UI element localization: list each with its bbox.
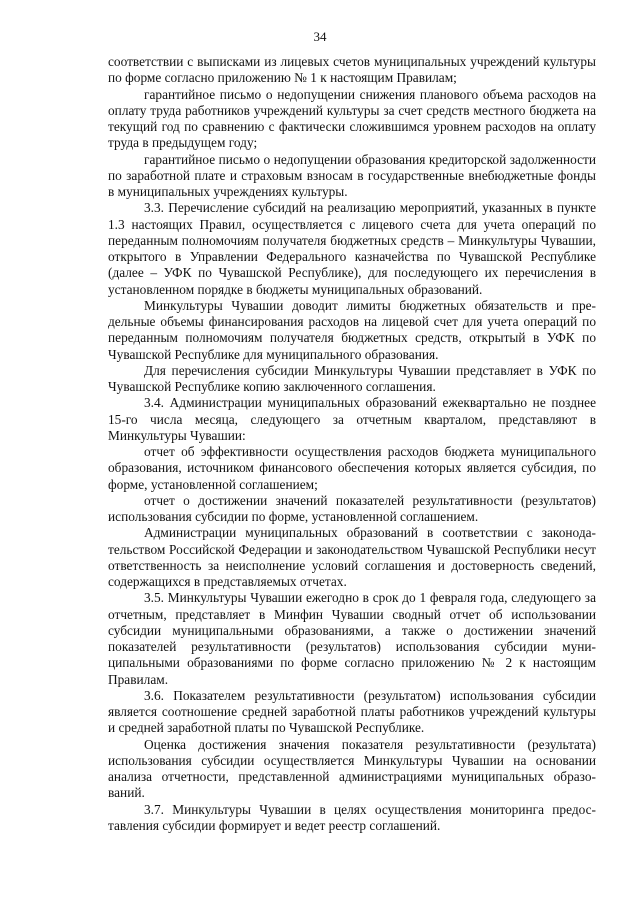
paragraph-guarantee-letter-salary: гарантийное письмо о недопущении снижения планового объема расходов на оплату труда работников учреждений культуры за счет средств местного бюджета на текущий год по сравнению с фактически сложившимся уровнем расходов на оплату труда в предыдущем году; — [108, 86, 596, 151]
page-body — [108, 54, 596, 834]
paragraph-3-6: 3.6. Показателем результативности (результатом) использования субсидии является соотношение средней заработной платы работников учреждений культуры и средней заработной платы по Чувашской Республике. — [108, 687, 596, 736]
paragraph-responsibility: Администрации муниципальных образований в соответствии с законодательством Российской Федерации и законодательством Чувашской Республики несут ответственность за неисполнение условий соглашения и достоверность сведений, содержащихся в представляемых отчетах. — [108, 525, 596, 589]
paragraph-assessment: Оценка достижения значения показателя результативности (результата) использования субсидии осуществляется Минкультуры Чувашии на основании анализа отчетности, представленной администрациями муниципальных образований. — [108, 736, 596, 801]
paragraph-guarantee-letter-debt: гарантийное письмо о недопущении образования кредиторской задолженности по заработной плате и страховым взносам в государственные внебюджетные фонды в муниципальных учреждениях культуры. — [108, 151, 596, 199]
paragraph-3-3: 3.3. Перечисление субсидий на реализацию мероприятий, указанных в пункте 1.3 настоящих Правил, осуществляется с лицевого счета для учета операций по переданным полномочиям получателя бюджетных средств – Минкультуры Чувашии, открытого в Управлении Федерального казначейства по Чувашской Республике (далее – УФК по Чувашской Республике), для последующего их перечисления в установленном порядке в бюджеты муниципальных образований. — [108, 200, 596, 297]
paragraph-report-efficiency: отчет об эффективности осуществления расходов бюджета муниципального образования, источником финансового обеспечения которых является субсидия, по форме, установленной соглашением; — [108, 444, 596, 492]
paragraph-report-indicators: отчет о достижении значений показателей результативности (результатов) использования субсидии по форме, установленной соглашением. — [108, 492, 596, 524]
paragraph-agreement-copy: Для перечисления субсидии Минкультуры Чувашии представляет в УФК по Чувашской Республике копию заключенного соглашения. — [108, 362, 596, 394]
paragraph-continuation: соответствии с выписками из лицевых счетов муниципальных учреждений культуры по форме согласно приложению № 1 к настоящим Правилам; — [108, 54, 596, 86]
page-number: 34 — [313, 29, 327, 44]
paragraph-3-5: 3.5. Минкультуры Чувашии ежегодно в срок до 1 февраля года, следующего за отчетным, представляет в Минфин Чувашии сводный отчет об использовании субсидии муниципальными образованиями, а также о достижении значений показателей результативности (результатов) использования субсидии муниципальными образованиями по форме согласно приложению № 2 к настоящим Правилам. — [108, 590, 596, 687]
paragraph-3-7: 3.7. Минкультуры Чувашии в целях осуществления мониторинга предоставления субсидии формирует и ведет реестр соглашений. — [108, 801, 596, 833]
paragraph-limits: Минкультуры Чувашии доводит лимиты бюджетных обязательств и предельные объемы финансирования расходов на лицевой счет для учета операций по переданным полномочиям получателя бюджетных средств, открытый в УФК по Чувашской Республике для муниципального образования. — [108, 297, 596, 362]
paragraph-3-4: 3.4. Администрации муниципальных образований ежеквартально не позднее 15-го числа месяца, следующего за отчетным кварталом, представляют в Минкультуры Чувашии: — [108, 395, 596, 443]
